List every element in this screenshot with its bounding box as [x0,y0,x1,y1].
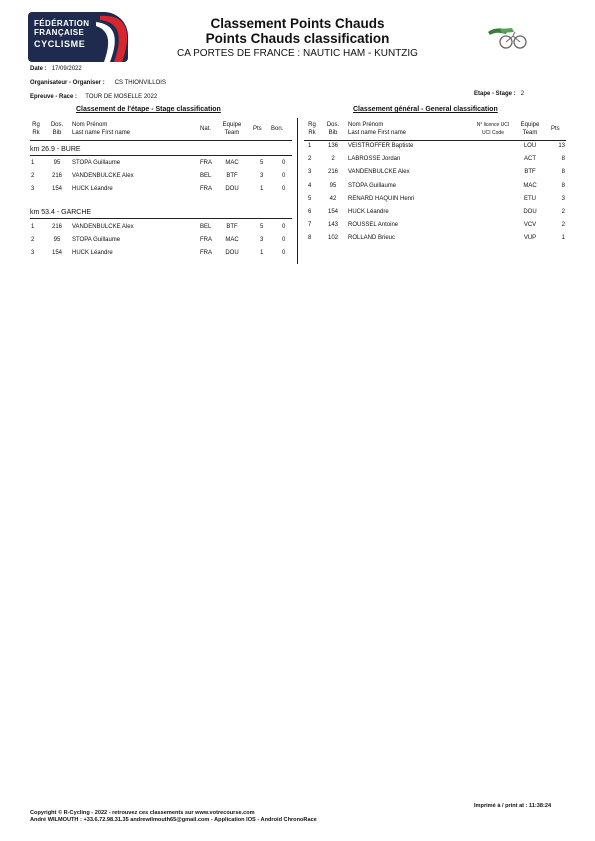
header-nationality: Nat. [200,126,212,132]
logo-text-francaise: FRANÇAISE [34,28,85,37]
table-cell: 3 [260,173,264,179]
table-cell: 136 [327,143,338,149]
table-cell: 216 [51,173,62,179]
table-row [297,209,595,220]
header-label: Rk [32,129,40,136]
table-cell: 42 [329,196,337,202]
meta-date [30,66,82,72]
table-cell: 8 [561,183,565,189]
table-cell: 1 [308,143,312,149]
table-cell: FRA [200,250,212,256]
header-uci-code [470,122,516,137]
table-cell: 0 [282,186,286,192]
header-label: Equipe [520,122,540,128]
date-label: Date : [30,66,47,72]
table-cell: BTF [226,224,238,230]
header-label: Equipe [222,122,242,128]
table-cell: 13 [558,143,565,149]
table-cell: 7 [308,222,312,228]
footer-contact: André WILMOUTH : +33.6.72.98.31.35 andrewilmouth65@gmail.com - Application IOS - Android ChronoRace [30,817,317,823]
table-cell: 3 [260,237,264,243]
header-label: Dos. [50,122,64,128]
table-cell: DOU [225,250,239,256]
table-cell: MAC [225,237,239,243]
table-cell: 2 [561,209,565,215]
table-cell: 6 [308,209,312,215]
footer-copyright: Copyright © R-Cycling - 2022 - retrouvez ces classements sur www.votrecourse.com [30,810,255,816]
table-cell: HUCK Léandre [348,209,389,215]
header-label: N° licence UCI [476,122,510,128]
header-bib [48,122,66,137]
table-cell: 95 [53,160,61,166]
event-subtitle: CA PORTES DE FRANCE : NAUTIC HAM - KUNTZIG [177,48,418,59]
table-cell: FRA [200,160,212,166]
table-cell: 0 [282,160,286,166]
meta-organizer [30,80,166,86]
stage-classification-title: Classement de l'étape - Stage classification [76,106,221,113]
table-cell: 3 [561,196,565,202]
table-cell: 8 [561,156,565,162]
table-cell: BTF [226,173,238,179]
table-row [0,237,297,248]
table-cell: 3 [31,250,35,256]
table-cell: STOPA Guillaume [72,237,121,243]
table-cell: 4 [308,183,312,189]
table-cell: 143 [327,222,338,228]
table-row [0,160,297,171]
table-row [297,169,595,180]
table-cell: 8 [561,169,565,175]
table-row [0,224,297,235]
table-row [297,222,595,233]
table-cell: 1 [31,160,35,166]
meta-race [30,94,157,100]
header-label: Nom Prénom [348,122,384,128]
left-header-rule [30,140,292,141]
header-label: Team [224,129,240,136]
header-label: Rg [308,122,316,128]
table-cell: VANDENBULCKE Alex [72,173,134,179]
header-rank-general [306,122,318,137]
table-cell: 0 [282,224,286,230]
header-label: Nom Prénom [72,122,108,128]
table-cell: 0 [282,173,286,179]
table-cell: MAC [523,183,537,189]
table-cell: VANDENBULCKE Alex [348,169,410,175]
table-cell: 1 [260,250,264,256]
header-label: Dos. [326,122,340,128]
table-cell: VCV [523,222,537,228]
table-row [0,250,297,261]
table-cell: STOPA Guillaume [348,183,397,189]
header-bib-general [324,122,342,137]
header-label: Bib [328,129,338,136]
table-cell: 0 [282,250,286,256]
table-cell: ROLLAND Brieuc [348,235,396,241]
table-cell: BEL [200,173,212,179]
date-value: 17/09/2022 [51,66,82,72]
header-label: Rk [308,129,316,136]
km-section-1: km 26.9 - BURE [30,146,81,153]
table-cell: ETU [524,196,536,202]
page-title-english: Points Chauds classification [205,31,390,46]
table-cell: HUCK Léandre [72,186,113,192]
table-cell: 95 [53,237,61,243]
table-cell: 154 [327,209,338,215]
header-rank [30,122,42,137]
header-label: UCI Code [482,129,504,136]
table-row [297,196,595,207]
table-cell: 2 [308,156,312,162]
header-label: Last name First name [72,129,131,136]
header-label: Team [522,129,538,136]
table-cell: STOPA Guillaume [72,160,121,166]
table-cell: HUCK Léandre [72,250,113,256]
race-logo-icon [486,26,528,50]
table-cell: MAC [225,160,239,166]
header-points: Pts [253,126,262,132]
stage-value: 2 [520,91,525,97]
meta-stage [474,91,524,97]
page-title: Classement Points Chauds [210,16,385,31]
table-row [0,173,297,184]
header-label: Last name First name [348,129,407,136]
km-section-2: km 53.4 - GARCHE [30,209,92,216]
header-label: Bib [52,129,62,136]
table-row [297,156,595,167]
table-cell: FRA [200,186,212,192]
table-cell: 2 [31,237,35,243]
table-row [297,235,595,246]
header-bonus: Bon. [271,126,284,132]
table-row [297,143,595,154]
table-cell: 216 [51,224,62,230]
table-cell: LABROSSE Jordan [348,156,401,162]
header-team-general [518,122,542,137]
header-points-general: Pts [551,126,560,132]
table-cell: 1 [31,224,35,230]
table-cell: 102 [327,235,338,241]
logo-text-federation: FÉDÉRATION [34,19,90,28]
table-cell: LOU [523,143,537,149]
header-name [72,122,130,137]
table-cell: 0 [282,237,286,243]
table-cell: 3 [31,186,35,192]
table-cell: 2 [31,173,35,179]
organizer-label: Organisateur - Organiser : [30,80,105,86]
table-cell: 2 [331,156,335,162]
table-cell: 154 [51,250,62,256]
table-cell: 3 [308,169,312,175]
table-cell: 1 [561,235,565,241]
table-cell: DOU [225,186,239,192]
stage-label: Etape - Stage : [474,91,516,97]
table-row [0,186,297,197]
logo-text-cyclisme: CYCLISME [34,39,86,49]
race-value: TOUR DE MOSELLE 2022 [85,94,158,100]
table-cell: VEISTROFFER Baptiste [348,143,414,149]
header-name-general [348,122,406,137]
table-cell: 1 [260,186,264,192]
table-cell: DOU [523,209,537,215]
km-section-1-rule [30,155,292,156]
ffc-logo [28,12,136,68]
table-cell: FRA [200,237,212,243]
table-cell: VUP [523,235,537,241]
table-cell: RENARD HAQUIN Henri [348,196,415,202]
right-header-rule [304,140,566,141]
table-cell: BTF [524,169,536,175]
table-cell: 5 [260,160,264,166]
table-cell: 5 [308,196,312,202]
table-cell: 154 [51,186,62,192]
header-label: Rg [32,122,40,128]
organizer-value: CS THIONVILLOIS [114,80,166,86]
table-cell: ROUSSEL Antoine [348,222,399,228]
table-cell: 8 [308,235,312,241]
table-cell: VANDENBULCKE Alex [72,224,134,230]
table-cell: 216 [327,169,338,175]
table-cell: 5 [260,224,264,230]
table-cell: 95 [329,183,337,189]
race-label: Epreuve - Race : [30,94,78,100]
km-section-2-rule [30,218,292,219]
header-team [220,122,244,137]
print-time: Imprimé à / print at : 11:38:24 [474,803,552,809]
table-row [297,183,595,194]
title-block [140,16,455,60]
table-cell: BEL [200,224,212,230]
logo-swoosh-icon [94,14,134,64]
table-cell: ACT [524,156,536,162]
table-cell: 2 [561,222,565,228]
general-classification-title: Classement général - General classification [353,106,498,113]
